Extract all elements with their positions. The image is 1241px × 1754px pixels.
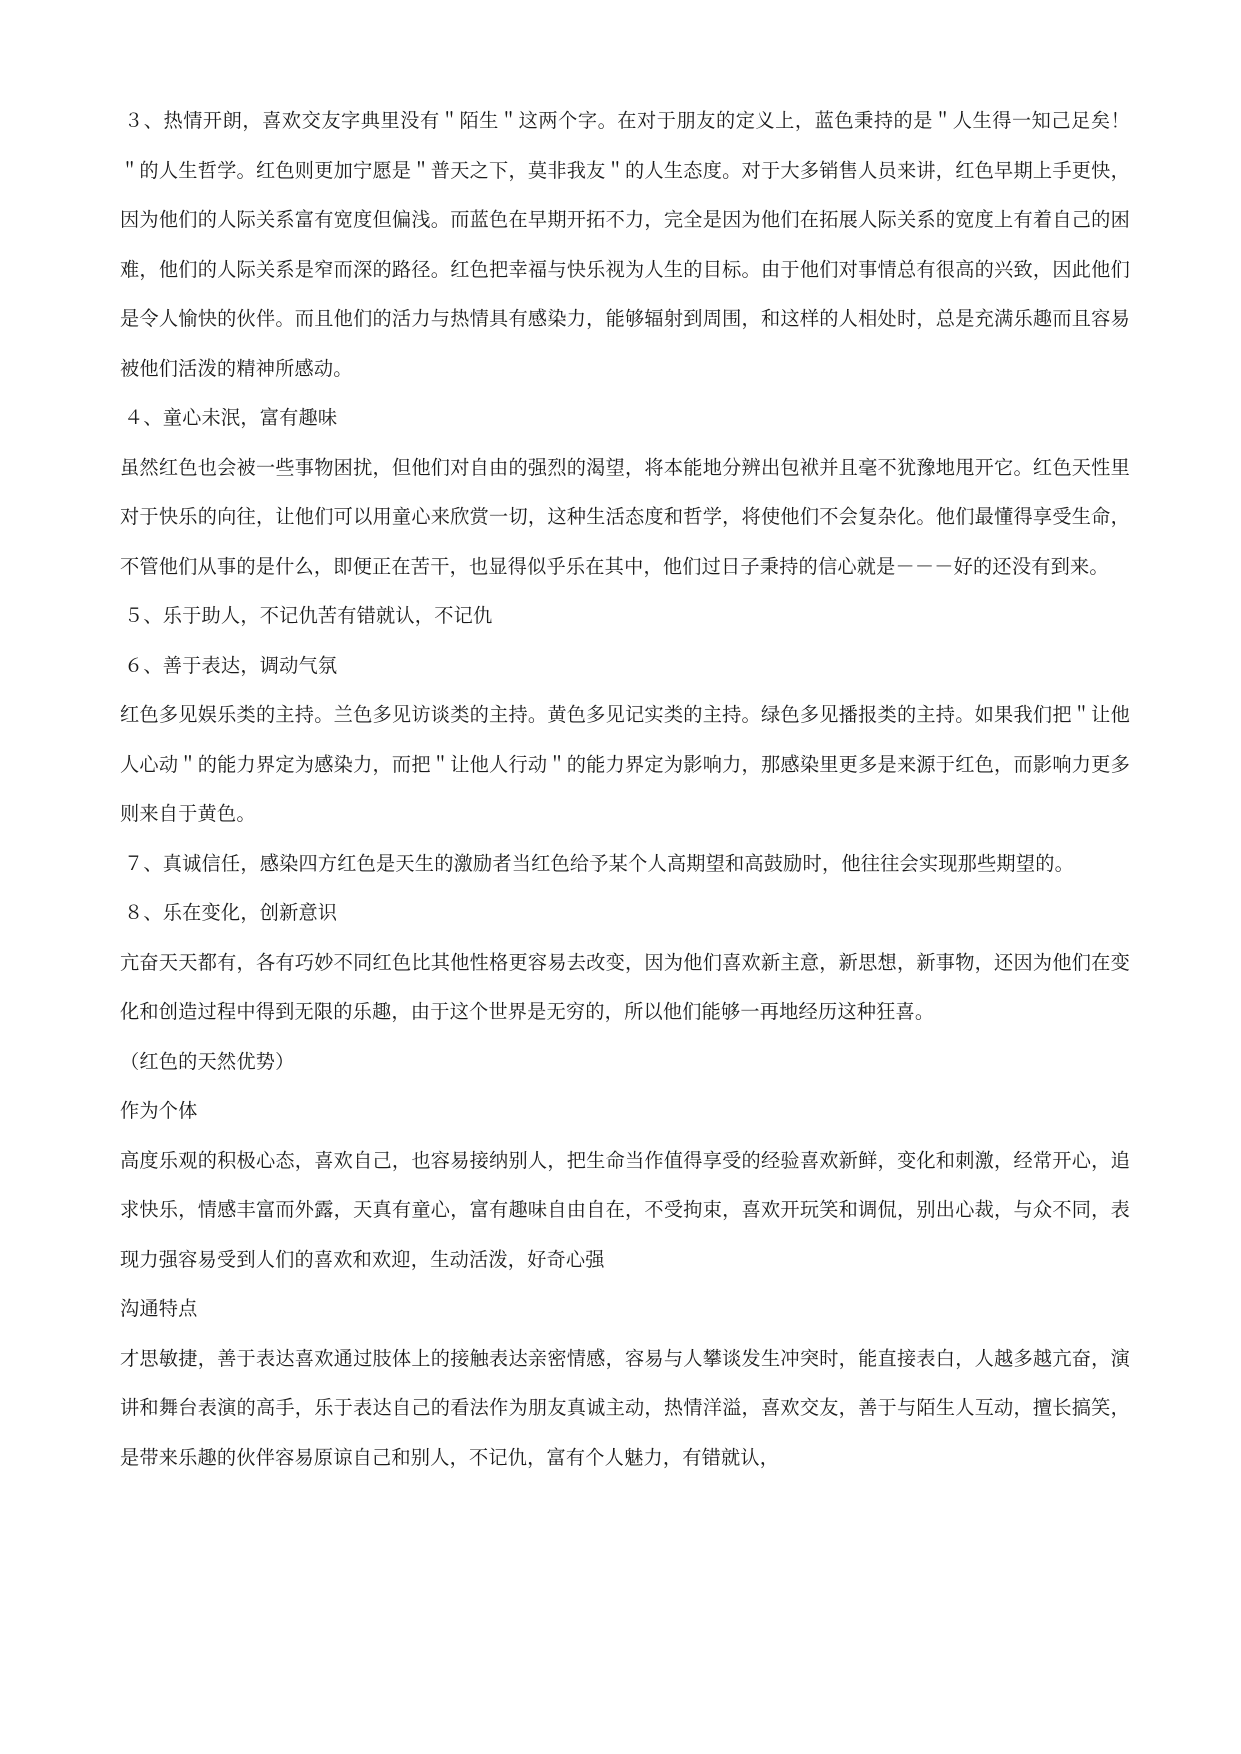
paragraph-point-6-body: 红色多见娱乐类的主持。兰色多见访谈类的主持。黄色多见记实类的主持。绿色多见播报类的主持。如果我们把＂让他人心动＂的能力界定为感染力，而把＂让他人行动＂的能力界定为影响力，那感染里更多是来源于红色，而影响力更多则来自于黄色。 xyxy=(120,703,1130,825)
heading-point-5: ５、乐于助人，不记仇苦有错就认，不记仇 xyxy=(124,604,493,627)
paragraph-point-4-body: 虽然红色也会被一些事物困扰，但他们对自由的强烈的渴望，将本能地分辨出包袱并且毫不犹豫地甩开它。红色天性里对于快乐的向往，让他们可以用童心来欣赏一切，这种生活态度和哲学，将使他们不会复杂化。他们最懂得享受生命，不管他们从事的是什么，即便正在苦干，也显得似乎乐在其中，他们过日子秉持的信心就是－－－好的还没有到来。 xyxy=(120,455,1130,578)
subheading-communication: 沟通特点 xyxy=(120,1297,198,1320)
paragraph-point-3: ３、热情开朗，喜欢交友字典里没有＂陌生＂这两个字。在对于朋友的定义上，蓝色秉持的是＂人生得一知己足矣！＂的人生哲学。红色则更加宁愿是＂普天之下，莫非我友＂的人生态度。对于大多销售人员来讲，红色早期上手更快，因为他们的人际关系富有宽度但偏浅。而蓝色在早期开拓不力，完全是因为他们在拓展人际关系的宽度上有着自己的困难，他们的人际关系是窄而深的路径。红色把幸福与快乐视为人生的目标。由于他们对事情总有很高的兴致，因此他们是令人愉快的伙伴。而且他们的活力与热情具有感染力，能够辐射到周围，和这样的人相处时，总是充满乐趣而且容易被他们活泼的精神所感动。 xyxy=(120,109,1130,380)
subheading-as-individual: 作为个体 xyxy=(120,1099,198,1122)
paragraph-point-7: ７、真诚信任，感染四方红色是天生的激励者当红色给予某个人高期望和高鼓励时，他往往会实现那些期望的。 xyxy=(124,851,1074,875)
paragraph-point-8-body: 亢奋天天都有，各有巧妙不同红色比其他性格更容易去改变，因为他们喜欢新主意，新思想，新事物，还因为他们在变化和创造过程中得到无限的乐趣，由于这个世界是无穷的，所以他们能够一再地经历这种狂喜。 xyxy=(120,950,1130,1023)
heading-point-8: ８、乐在变化，创新意识 xyxy=(124,901,338,924)
heading-point-4: ４、童心未泯，富有趣味 xyxy=(124,406,338,429)
heading-point-6: ６、善于表达，调动气氛 xyxy=(124,653,338,677)
section-heading-natural-advantages: （红色的天然优势） xyxy=(120,1049,295,1073)
document-page xyxy=(120,96,1130,1482)
paragraph-as-individual: 高度乐观的积极心态，喜欢自己，也容易接纳别人，把生命当作值得享受的经验喜欢新鲜，变化和刺激，经常开心，追求快乐，情感丰富而外露，天真有童心，富有趣味自由自在，不受拘束，喜欢开玩笑和调侃，别出心裁，与众不同，表现力强容易受到人们的喜欢和欢迎，生动活泼，好奇心强 xyxy=(120,1148,1130,1271)
paragraph-communication: 才思敏捷，善于表达喜欢通过肢体上的接触表达亲密情感，容易与人攀谈发生冲突时，能直接表白，人越多越亢奋，演讲和舞台表演的高手，乐于表达自己的看法作为朋友真诚主动，热情洋溢，喜欢交友，善于与陌生人互动，擅长搞笑，是带来乐趣的伙伴容易原谅自己和别人，不记仇，富有个人魅力，有错就认， xyxy=(120,1346,1130,1469)
